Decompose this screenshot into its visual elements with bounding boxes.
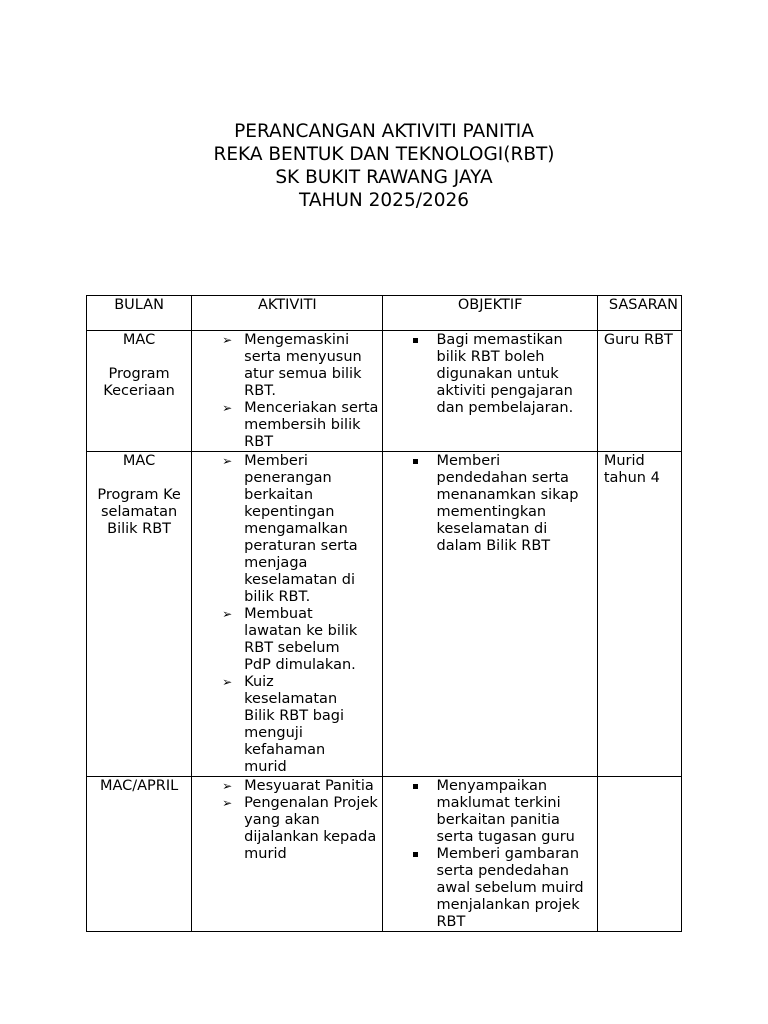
square-bullet-icon <box>413 784 418 789</box>
aktiviti-text: Menceriakan serta membersih bilik RBT <box>244 400 379 450</box>
table-header-row <box>87 296 682 331</box>
objektif-text: Memberi gambaran serta pendedahan awal sebelum muird menjalankan projek RBT <box>436 846 584 930</box>
list-item <box>436 846 590 931</box>
table-row <box>87 331 682 452</box>
arrow-bullet-icon: ➢ <box>222 607 233 621</box>
cell-objektif <box>383 452 597 777</box>
list-item <box>436 332 590 417</box>
cell-objektif <box>383 777 597 932</box>
table-row <box>87 777 682 932</box>
list-item <box>222 795 378 863</box>
square-bullet-icon <box>413 459 418 464</box>
list-item <box>222 332 378 400</box>
aktiviti-text: Kuiz keselamatan Bilik RBT bagi menguji kefahaman murid <box>244 674 345 775</box>
arrow-bullet-icon: ➢ <box>222 796 233 810</box>
activity-plan-table <box>86 295 682 932</box>
title-line-4: TAHUN 2025/2026 <box>298 190 470 211</box>
square-bullet-icon <box>413 338 418 343</box>
program-name: Program Keceriaan <box>103 366 175 399</box>
list-item <box>436 778 590 846</box>
header-objektif: OBJEKTIF <box>383 296 597 331</box>
list-item <box>222 674 364 776</box>
square-bullet-icon <box>413 852 418 857</box>
cell-sasaran: Murid tahun 4 <box>597 452 681 777</box>
aktiviti-text: Membuat lawatan ke bilik RBT sebelum PdP dimulakan. <box>244 606 358 673</box>
arrow-bullet-icon: ➢ <box>222 779 233 793</box>
arrow-bullet-icon: ➢ <box>222 454 233 468</box>
title-line-2: REKA BENTUK DAN TEKNOLOGI(RBT) <box>213 144 555 165</box>
cell-bulan <box>87 452 192 777</box>
header-sasaran: SASARAN <box>597 296 681 331</box>
objektif-text: Menyampaikan maklumat terkini berkaitan panitia serta tugasan guru <box>436 778 575 845</box>
program-name: Program Keselamatan Bilik RBT <box>97 487 181 537</box>
header-aktiviti: AKTIVITI <box>192 296 383 331</box>
aktiviti-text: Pengenalan Projek yang akan dijalankan kepada murid <box>244 795 378 862</box>
aktiviti-text: Mengemaskini serta menyusun atur semua bilik RBT. <box>244 332 362 399</box>
title-line-1: PERANCANGAN AKTIVITI PANITIA <box>234 121 534 142</box>
table-row <box>87 452 682 777</box>
arrow-bullet-icon: ➢ <box>222 401 233 415</box>
list-item <box>436 453 590 555</box>
cell-bulan <box>87 777 192 932</box>
bulan-value: MAC <box>122 332 156 348</box>
bulan-value: MAC <box>122 453 156 469</box>
document-title <box>0 120 768 212</box>
objektif-text: Memberi pendedahan serta menanamkan sikap mementingkan keselamatan di dalam Bilik RBT <box>436 453 579 554</box>
cell-objektif <box>383 331 597 452</box>
arrow-bullet-icon: ➢ <box>222 333 233 347</box>
cell-sasaran <box>597 777 681 932</box>
list-item <box>222 453 364 606</box>
arrow-bullet-icon: ➢ <box>222 675 233 689</box>
aktiviti-text: Memberi penerangan berkaitan kepentingan mengamalkan peraturan serta menjaga keselamatan di bilik RBT. <box>244 453 358 605</box>
cell-aktiviti <box>192 452 383 777</box>
list-item <box>222 778 378 795</box>
list-item <box>222 606 364 674</box>
cell-aktiviti <box>192 777 383 932</box>
cell-aktiviti <box>192 331 383 452</box>
header-bulan: BULAN <box>87 296 192 331</box>
list-item <box>222 400 379 451</box>
aktiviti-text: Mesyuarat Panitia <box>244 778 374 794</box>
bulan-value: MAC/APRIL <box>99 778 179 794</box>
title-line-3: SK BUKIT RAWANG JAYA <box>275 167 493 188</box>
cell-sasaran: Guru RBT <box>597 331 681 452</box>
cell-bulan <box>87 331 192 452</box>
objektif-text: Bagi memastikan bilik RBT boleh digunakan untuk aktiviti pengajaran dan pembelajaran. <box>436 332 574 416</box>
